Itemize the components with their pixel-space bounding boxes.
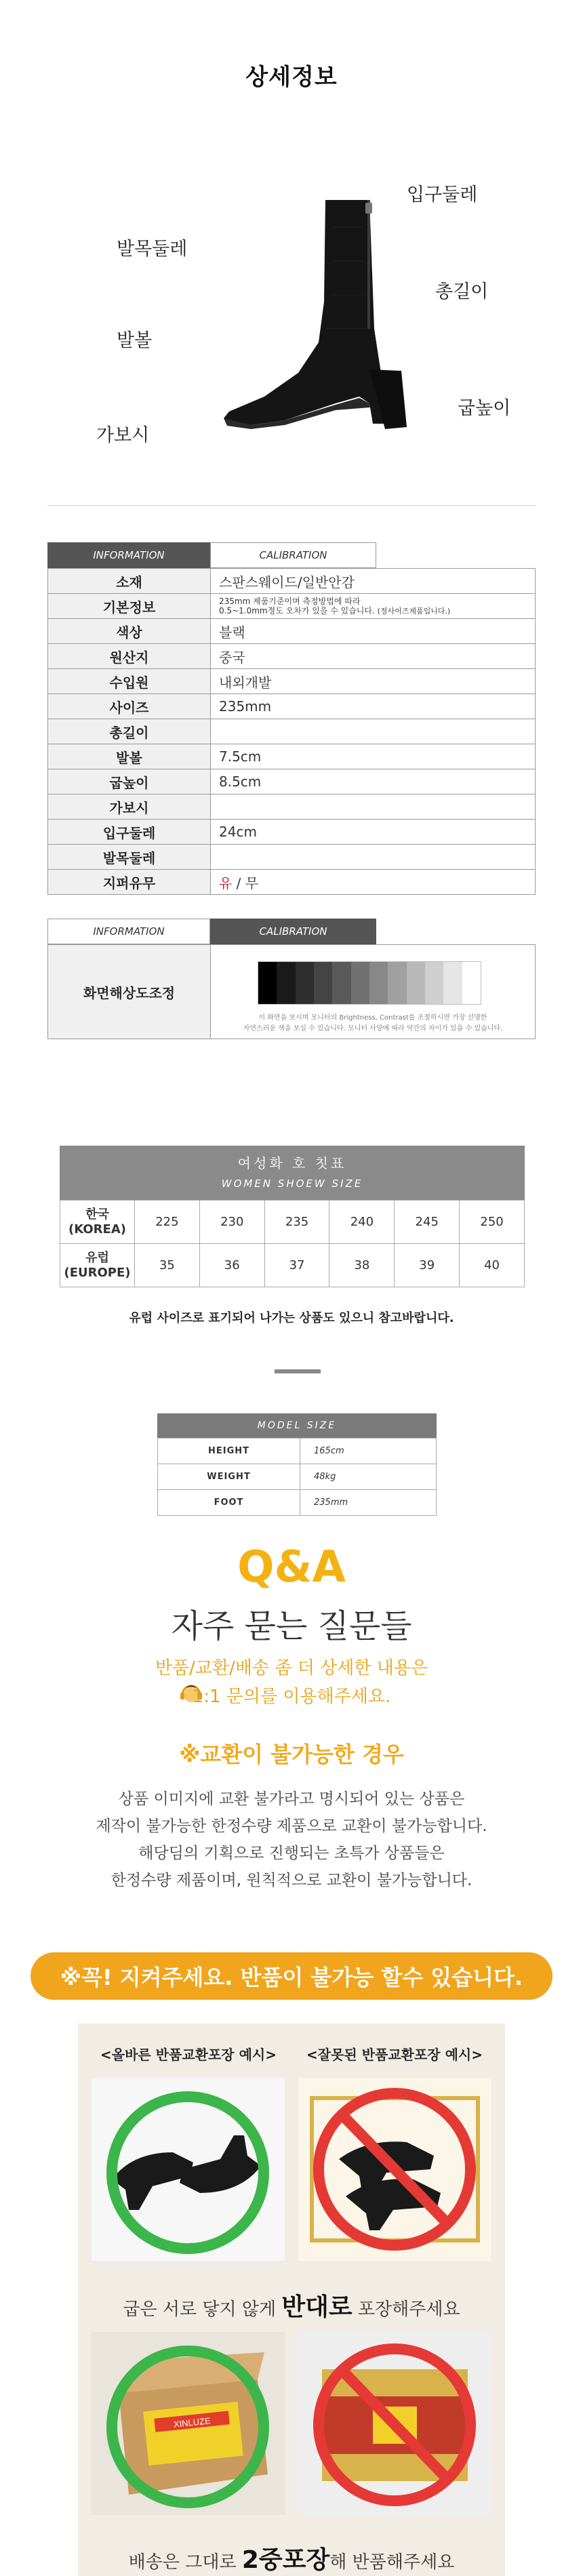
table-row — [60, 1244, 525, 1287]
size-cell: 225 — [135, 1201, 200, 1244]
qa-subtitle: 자주 묻는 질문들 — [171, 1607, 412, 1645]
grayscale-calibration-bar — [258, 961, 481, 1005]
size-cell: 250 — [460, 1201, 525, 1244]
caption-text: 굽은 서로 닿지 않게 — [123, 2299, 282, 2320]
table-row — [158, 1490, 437, 1516]
row-value: 7.5cm — [211, 744, 536, 769]
row-key: 입구둘레 — [48, 820, 211, 845]
box-brand-text: XINLUZE — [173, 2415, 212, 2430]
table-row — [48, 619, 536, 644]
size-cell: 39 — [395, 1244, 460, 1287]
tab-information-2: INFORMATION — [47, 919, 210, 944]
correct-example-label: <올바른 반품교환포장 예시> — [100, 2047, 277, 2063]
size-cell: 37 — [264, 1244, 329, 1287]
size-cell: 245 — [395, 1201, 460, 1244]
size-cell: 36 — [199, 1244, 264, 1287]
row-key: HEIGHT — [158, 1438, 300, 1464]
caption-text: 배송은 그대로 — [128, 2552, 242, 2573]
caption-emphasis: 반대로 — [281, 2293, 353, 2321]
row-key: WEIGHT — [158, 1464, 300, 1490]
info-line-text: 0.5~1.0mm정도 오차가 있을 수 있습니다. — [219, 605, 375, 616]
row-value: 235mm — [211, 694, 536, 719]
size-chart-note: 유럽 사이즈로 표기되어 나가는 상품도 있으니 참고바랍니다. — [129, 1311, 454, 1325]
qa-line: 반품/교환/배송 좀 더 상세한 내용은 — [155, 1658, 428, 1678]
table-row — [48, 569, 536, 594]
table-row — [48, 719, 536, 744]
tab-calibration: CALIBRATION — [210, 542, 376, 568]
gray-swatch — [425, 962, 443, 1004]
product-info-table — [47, 568, 536, 895]
table-row — [48, 644, 536, 669]
row-value: 중국 — [211, 644, 536, 669]
row-key: 발볼 — [48, 744, 211, 769]
row-value: 48kg — [300, 1464, 437, 1490]
size-cell: 38 — [329, 1244, 395, 1287]
row-key: 소재 — [48, 569, 211, 594]
table-row — [60, 1201, 525, 1244]
warning-banner: ※꼭! 지켜주세요. 반품이 불가능 할수 있습니다. — [31, 1952, 552, 2000]
gray-swatch — [314, 962, 332, 1004]
table-row — [48, 744, 536, 769]
info-line-note: (정사이즈제품입니다.) — [377, 606, 451, 616]
row-value: 내외개발 — [211, 669, 536, 694]
row-key: FOOT — [158, 1490, 300, 1516]
correct-shoe-packing-photo — [92, 2078, 285, 2261]
row-value: 235mm — [300, 1490, 437, 1516]
row-value: 24cm — [211, 820, 536, 845]
gray-swatch — [332, 962, 350, 1004]
table-row — [48, 769, 536, 794]
size-chart-title: 여성화 호 칫표 — [237, 1155, 347, 1171]
size-cell: 240 — [329, 1201, 395, 1244]
model-size-table — [157, 1438, 437, 1516]
label-instep-width: 발볼 — [117, 330, 153, 351]
wrong-box-packing-photo — [298, 2332, 491, 2515]
exchange-title: ※교환이 불가능한 경우 — [179, 1742, 404, 1767]
info-line: 235mm 제품기준이며 측정방법에 따라 — [219, 596, 361, 606]
zipper-no: 무 — [245, 874, 259, 891]
zipper-separator: / — [232, 874, 245, 891]
row-key — [60, 1201, 135, 1244]
resolution-note: 자연스러운 색을 보실 수 있습니다. 모니터 사양에 따라 약간의 차이가 있을 수 있습니다. — [243, 1025, 503, 1032]
exchange-text: 해당딤의 기획으로 진행되는 초특가 상품들은 — [138, 1845, 445, 1862]
info-line — [219, 606, 535, 616]
section-separator — [275, 1369, 321, 1373]
korea-label-en: (KOREA) — [68, 1222, 126, 1236]
resolution-label: 화면해상도조정 — [48, 945, 211, 1039]
gray-swatch — [277, 962, 295, 1004]
row-value — [211, 594, 536, 619]
korea-label: 한국 — [85, 1207, 109, 1222]
table-row — [48, 870, 536, 895]
label-total-length: 총길이 — [435, 281, 489, 302]
qa-line: 1:1 문의를 이용해주세요. — [192, 1687, 391, 1707]
tab-information: INFORMATION — [47, 542, 210, 568]
size-cell: 40 — [460, 1244, 525, 1287]
wrong-shoe-packing-photo — [298, 2078, 491, 2261]
tab-calibration-2: CALIBRATION — [210, 919, 376, 944]
resolution-note: 이 화면을 보시며 모니터의 Brightness, Contrast를 조절하시면 가장 선명한 — [258, 1014, 487, 1022]
size-chart-subtitle: WOMEN SHOEW SIZE — [221, 1178, 363, 1190]
gray-swatch — [407, 962, 425, 1004]
table-row — [48, 694, 536, 719]
row-key — [60, 1244, 135, 1287]
exchange-text: 제작이 불가능한 한정수량 제품으로 교환이 불가능합니다. — [96, 1817, 487, 1835]
size-cell: 235 — [264, 1201, 329, 1244]
table-row — [48, 820, 536, 845]
row-value: 8.5cm — [211, 769, 536, 794]
table-row — [48, 845, 536, 870]
row-key: 굽높이 — [48, 769, 211, 794]
packing-caption-2 — [78, 2541, 505, 2575]
caption-emphasis: 2중포장 — [241, 2546, 330, 2574]
gray-swatch — [443, 962, 462, 1004]
row-key: 총길이 — [48, 719, 211, 744]
gray-swatch — [369, 962, 388, 1004]
gray-swatch — [462, 962, 481, 1004]
row-key: 가보시 — [48, 794, 211, 820]
table-row — [158, 1464, 437, 1490]
label-toe-height: 가보시 — [96, 425, 150, 446]
label-ankle-circumference: 발목둘레 — [117, 239, 188, 260]
gray-swatch — [351, 962, 369, 1004]
size-cell: 35 — [135, 1244, 200, 1287]
label-entry-circumference: 입구둘레 — [407, 184, 478, 205]
wrong-example-label: <잘못된 반품교환포장 예시> — [306, 2047, 483, 2063]
row-key: 기본정보 — [48, 594, 211, 619]
row-key: 원산지 — [48, 644, 211, 669]
row-key: 색상 — [48, 619, 211, 644]
caption-text: 해 반품해주세요 — [329, 2552, 455, 2573]
table-row — [158, 1438, 437, 1464]
table-row — [48, 594, 536, 619]
ankle-boot-image — [224, 200, 427, 430]
table-row — [48, 669, 536, 694]
size-cell: 230 — [199, 1201, 264, 1244]
caption-text: 포장해주세요 — [352, 2299, 460, 2320]
exchange-text: 한정수량 제품이며, 원칙적으로 교환이 불가능합니다. — [110, 1872, 473, 1889]
row-value — [211, 845, 536, 870]
section-divider — [47, 505, 536, 506]
row-key: 수입원 — [48, 669, 211, 694]
packing-caption-1 — [78, 2288, 505, 2322]
page-title: 상세정보 — [245, 64, 338, 91]
gray-swatch — [258, 962, 277, 1004]
gray-swatch — [388, 962, 406, 1004]
europe-label-en: (EUROPE) — [64, 1265, 131, 1280]
europe-label: 유럽 — [85, 1250, 109, 1265]
row-key: 발목둘레 — [48, 845, 211, 870]
row-value — [211, 794, 536, 820]
table-row — [48, 794, 536, 820]
size-chart-table — [60, 1200, 525, 1287]
row-value: 블랙 — [211, 619, 536, 644]
gray-swatch — [296, 962, 314, 1004]
row-value — [211, 870, 536, 895]
size-chart-header — [60, 1146, 525, 1200]
zipper-yes: 유 — [219, 874, 233, 891]
correct-box-packing-photo — [92, 2332, 285, 2515]
exchange-text: 상품 이미지에 교환 불가라고 명시되어 있는 상품은 — [118, 1790, 465, 1808]
row-value: 165cm — [300, 1438, 437, 1464]
row-key: 지퍼유무 — [48, 870, 211, 895]
label-heel-height: 굽높이 — [458, 398, 511, 419]
row-value: 스판스웨이드/일반안감 — [211, 569, 536, 594]
model-size-header: MODEL SIZE — [157, 1413, 437, 1438]
row-key: 사이즈 — [48, 694, 211, 719]
row-value — [211, 719, 536, 744]
qa-title: Q&A — [237, 1542, 346, 1592]
